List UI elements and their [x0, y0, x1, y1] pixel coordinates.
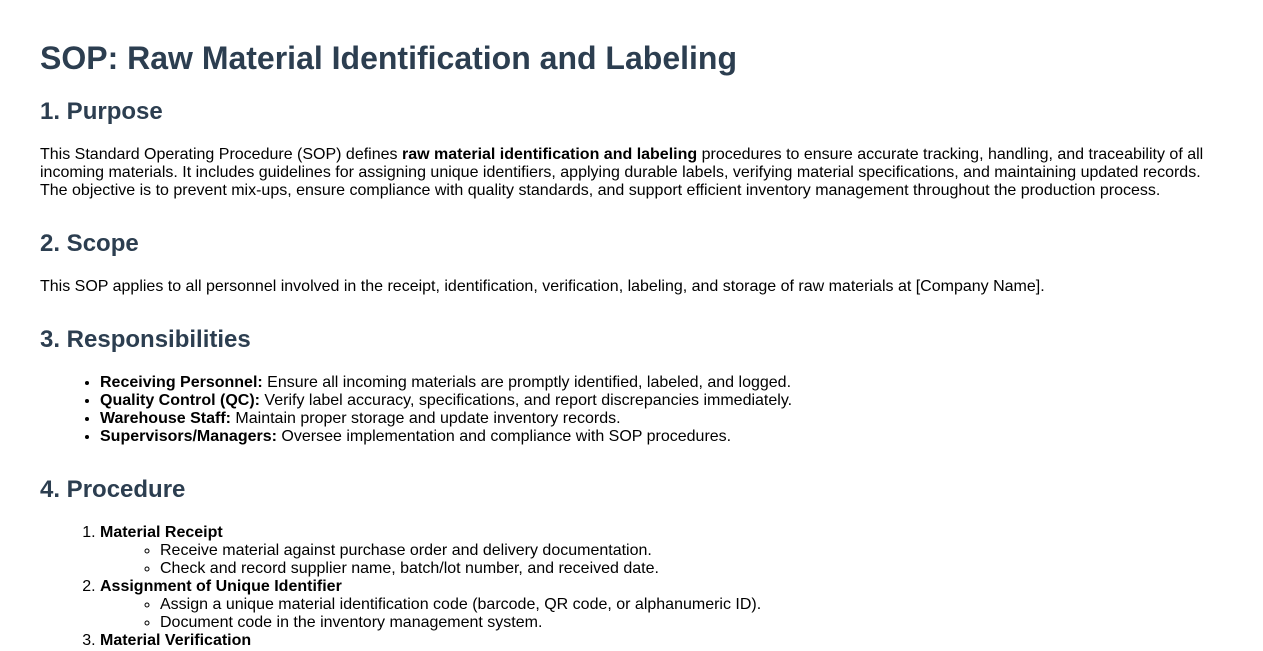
- substep-item: ◦ Receive material against purchase order and delivery documentation.: [160, 542, 761, 560]
- step-title: Material Receipt: [100, 524, 223, 541]
- section-heading-procedure: 4. Procedure: [40, 476, 186, 503]
- procedure-step: [100, 578, 761, 632]
- list-item: [100, 410, 792, 428]
- scope-paragraph: This SOP applies to all personnel involved in the receipt, identification, verification, labeling, and storage of raw materials at [Company Name].: [40, 278, 1045, 295]
- procedure-step: [100, 632, 761, 650]
- procedure-list: [40, 524, 761, 650]
- role-label: Supervisors/Managers:: [100, 428, 277, 445]
- purpose-text-bold: raw material identification and labeling: [401, 146, 698, 163]
- purpose-text-after: procedures to ensure accurate tracking, handling, and traceability of all incoming materials. It includes guidelines for assigning unique identifiers, applying durable labels, verifying material specifications, and maintaining updated records. The objective is to prevent mix-ups, ensure compliance with quality standards, and support efficient inventory management throughout the production process.: [40, 146, 1204, 199]
- responsibilities-list: [40, 374, 792, 446]
- step-substeps: [100, 542, 761, 578]
- step-title: Assignment of Unique Identifier: [100, 578, 342, 595]
- role-label: Quality Control (QC):: [100, 392, 260, 409]
- step-title: Material Verification: [100, 632, 252, 649]
- procedure-step: [100, 524, 761, 578]
- step-substeps: [100, 596, 761, 632]
- list-item: [100, 374, 792, 392]
- list-item: [100, 392, 792, 410]
- role-label: Receiving Personnel:: [100, 374, 263, 391]
- substep-item: ◦ Assign a unique material identification code (barcode, QR code, or alphanumeric ID).: [160, 596, 761, 614]
- role-description: Verify label accuracy, specifications, and report discrepancies immediately.: [259, 392, 793, 409]
- page-title: SOP: Raw Material Identification and Labeling: [40, 40, 737, 76]
- role-description: Ensure all incoming materials are promptly identified, labeled, and logged.: [262, 374, 792, 391]
- role-description: Oversee implementation and compliance with SOP procedures.: [276, 428, 732, 445]
- purpose-paragraph: [40, 146, 1220, 200]
- purpose-text-before: This Standard Operating Procedure (SOP) defines: [40, 146, 402, 163]
- substep-item: ◦ Check and record supplier name, batch/lot number, and received date.: [160, 560, 761, 578]
- role-description: Maintain proper storage and update inventory records.: [230, 410, 621, 427]
- section-heading-scope: 2. Scope: [40, 230, 139, 257]
- section-heading-purpose: 1. Purpose: [40, 98, 163, 125]
- substep-item: ◦ Document code in the inventory management system.: [160, 614, 761, 632]
- list-item: [100, 428, 792, 446]
- role-label: Warehouse Staff:: [100, 410, 231, 427]
- section-heading-responsibilities: 3. Responsibilities: [40, 326, 251, 353]
